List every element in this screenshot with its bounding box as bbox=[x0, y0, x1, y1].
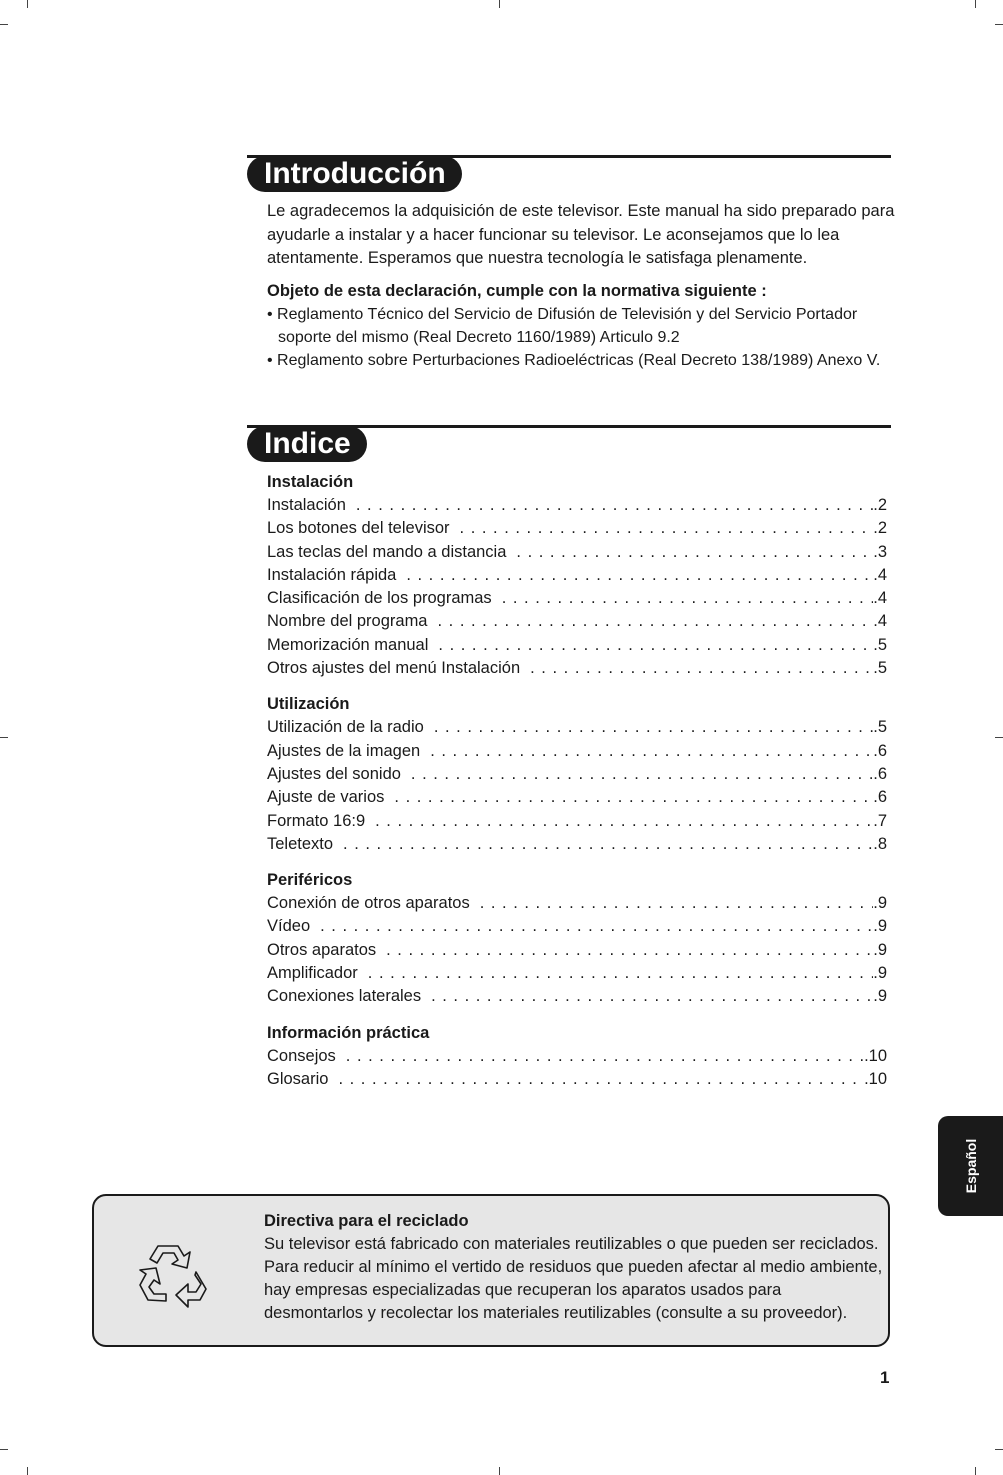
toc-entry-page: .9 bbox=[873, 917, 887, 936]
toc-entry-page: .2 bbox=[873, 496, 887, 514]
table-of-contents bbox=[267, 471, 887, 1104]
toc-entry-page: .5 bbox=[873, 635, 887, 654]
toc-entry-page: .4 bbox=[873, 612, 887, 631]
toc-leader-dots bbox=[431, 985, 873, 1008]
toc-leader-dots bbox=[386, 939, 873, 962]
toc-entry-label: Otros ajustes del menú Instalación bbox=[267, 659, 521, 678]
toc-entry-label: Memorización manual bbox=[267, 635, 429, 654]
toc-entry-page: .7 bbox=[873, 811, 887, 830]
toc-entry-page: .9 bbox=[873, 894, 887, 913]
toc-entry-label: Amplificador bbox=[267, 964, 358, 983]
toc-group bbox=[267, 693, 887, 856]
toc-group bbox=[267, 1022, 887, 1092]
toc-entry-page: .9 bbox=[873, 964, 887, 983]
crop-mark bbox=[27, 1467, 28, 1475]
toc-leader-dots bbox=[356, 494, 873, 517]
toc-entry-page: .6 bbox=[873, 788, 887, 807]
toc-leader-dots bbox=[394, 786, 873, 809]
toc-leader-dots bbox=[430, 740, 873, 763]
toc-entry bbox=[267, 833, 887, 856]
page-number: 1 bbox=[880, 1368, 890, 1387]
toc-leader-dots bbox=[502, 587, 874, 610]
toc-entry-page: .4 bbox=[873, 589, 887, 608]
toc-leader-dots bbox=[438, 610, 874, 633]
crop-mark bbox=[499, 0, 500, 8]
recycling-title: Directiva para el reciclado bbox=[264, 1212, 469, 1230]
recycling-text-block bbox=[264, 1210, 884, 1325]
toc-entry bbox=[267, 564, 887, 587]
index-header bbox=[247, 425, 891, 465]
crop-mark bbox=[995, 24, 1003, 25]
toc-entry bbox=[267, 810, 887, 833]
toc-entry-label: Instalación bbox=[267, 496, 346, 514]
toc-entry bbox=[267, 1068, 887, 1091]
toc-entry bbox=[267, 587, 887, 610]
toc-group bbox=[267, 869, 887, 1008]
toc-entry bbox=[267, 716, 887, 739]
toc-leader-dots bbox=[368, 962, 873, 985]
intro-heading: Introducción bbox=[247, 156, 462, 192]
declaration-title: Objeto de esta declaración, cumple con la normativa siguiente : bbox=[267, 281, 767, 300]
toc-entry bbox=[267, 763, 887, 786]
toc-leader-dots bbox=[480, 892, 874, 915]
crop-mark bbox=[975, 0, 976, 8]
crop-mark bbox=[0, 24, 8, 25]
toc-entry-label: Teletexto bbox=[267, 834, 334, 853]
toc-entry bbox=[267, 985, 887, 1008]
toc-entry-label: Utilización de la radio bbox=[267, 718, 424, 737]
toc-entry-label: Instalación rápida bbox=[267, 565, 397, 584]
toc-entry bbox=[267, 786, 887, 809]
toc-entry-page: .6 bbox=[873, 741, 887, 760]
toc-leader-dots bbox=[516, 541, 873, 564]
toc-leader-dots bbox=[375, 810, 873, 833]
toc-leader-dots bbox=[460, 517, 874, 540]
toc-group-title: Información práctica bbox=[267, 1023, 430, 1042]
toc-entry-label: Ajustes de la imagen bbox=[267, 741, 421, 760]
toc-leader-dots bbox=[343, 833, 873, 856]
recycle-icon bbox=[138, 1238, 208, 1308]
toc-entry-label: Otros aparatos bbox=[267, 940, 377, 959]
toc-entry-page: .5 bbox=[873, 659, 887, 678]
toc-leader-dots bbox=[411, 763, 873, 786]
toc-group-title: Instalación bbox=[267, 473, 354, 491]
toc-entry-page: .8 bbox=[873, 834, 887, 853]
toc-entry-label: Las teclas del mando a distancia bbox=[267, 542, 507, 561]
toc-leader-dots bbox=[406, 564, 873, 587]
crop-mark bbox=[975, 1467, 976, 1475]
crop-mark bbox=[0, 737, 8, 738]
toc-entry-label: Formato 16:9 bbox=[267, 811, 366, 830]
toc-entry bbox=[267, 740, 887, 763]
crop-mark bbox=[995, 737, 1003, 738]
intro-body bbox=[267, 200, 897, 372]
intro-header bbox=[247, 155, 891, 195]
crop-mark bbox=[0, 1449, 8, 1450]
toc-entry bbox=[267, 610, 887, 633]
declaration-bullet: • Reglamento Técnico del Servicio de Difusión de Televisión y del Servicio Portador soporte del mismo (Real Decreto 1160/1989) Articulo 9.2 bbox=[267, 306, 858, 346]
toc-entry bbox=[267, 517, 887, 540]
intro-paragraph: Le agradecemos la adquisición de este televisor. Este manual ha sido preparado para ayudarle a instalar y a hacer funcionar su televisor. Le aconsejamos que lo lea atentamente. Esperamos que nuestra tecnología le satisfaga plenamente. bbox=[267, 202, 895, 267]
language-tab bbox=[938, 1116, 1003, 1216]
toc-entry-page: .9 bbox=[873, 940, 887, 959]
crop-mark bbox=[499, 1467, 500, 1475]
toc-entry-page: .9 bbox=[873, 987, 887, 1006]
index-heading: Indice bbox=[247, 426, 367, 462]
toc-entry-label: Nombre del programa bbox=[267, 612, 428, 631]
recycling-text: Su televisor está fabricado con materiales reutilizables o que pueden ser reciclados. Para reducir al mínimo el vertido de residuos que pueden afectar al medio ambiente, hay empresas especializadas que recuperan los aparatos usados para desmontarlos y recolectar los materiales reutilizables (consulte a su proveedor). bbox=[264, 1235, 883, 1322]
toc-entry-label: Ajustes del sonido bbox=[267, 764, 401, 783]
toc-entry-page: .5 bbox=[873, 718, 887, 737]
toc-entry bbox=[267, 657, 887, 680]
declaration-bullet: • Reglamento sobre Perturbaciones Radioeléctricas (Real Decreto 138/1989) Anexo V. bbox=[267, 352, 881, 369]
toc-entry-label: Ajuste de varios bbox=[267, 788, 385, 807]
toc-group-title: Utilización bbox=[267, 695, 350, 714]
crop-mark bbox=[27, 0, 28, 8]
toc-entry-page: .6 bbox=[873, 764, 887, 783]
toc-entry-label: Consejos bbox=[267, 1046, 336, 1065]
toc-entry-page: .2 bbox=[873, 519, 887, 538]
toc-entry-label: Vídeo bbox=[267, 917, 311, 936]
toc-entry bbox=[267, 634, 887, 657]
toc-entry-page: .10 bbox=[864, 1069, 887, 1088]
toc-entry bbox=[267, 1045, 887, 1068]
toc-entry bbox=[267, 962, 887, 985]
toc-entry bbox=[267, 915, 887, 938]
toc-entry-label: Conexión de otros aparatos bbox=[267, 894, 470, 913]
toc-leader-dots bbox=[530, 657, 873, 680]
toc-entry-label: Los botones del televisor bbox=[267, 519, 450, 538]
toc-leader-dots bbox=[338, 1068, 864, 1091]
toc-entry-label: Clasificación de los programas bbox=[267, 589, 492, 608]
toc-entry-page: .10 bbox=[864, 1046, 887, 1065]
toc-leader-dots bbox=[346, 1045, 864, 1068]
crop-mark bbox=[995, 1449, 1003, 1450]
language-tab-label: Español bbox=[963, 1138, 979, 1194]
toc-entry-label: Glosario bbox=[267, 1069, 329, 1088]
toc-group bbox=[267, 471, 887, 680]
toc-leader-dots bbox=[320, 915, 873, 938]
toc-leader-dots bbox=[434, 716, 873, 739]
toc-entry-page: .3 bbox=[873, 542, 887, 561]
toc-entry-page: .4 bbox=[873, 565, 887, 584]
recycling-notice bbox=[92, 1194, 890, 1347]
toc-entry bbox=[267, 494, 887, 517]
toc-entry bbox=[267, 892, 887, 915]
toc-entry-label: Conexiones laterales bbox=[267, 987, 422, 1006]
toc-entry bbox=[267, 939, 887, 962]
toc-entry bbox=[267, 541, 887, 564]
toc-leader-dots bbox=[438, 634, 873, 657]
toc-group-title: Periféricos bbox=[267, 871, 353, 890]
